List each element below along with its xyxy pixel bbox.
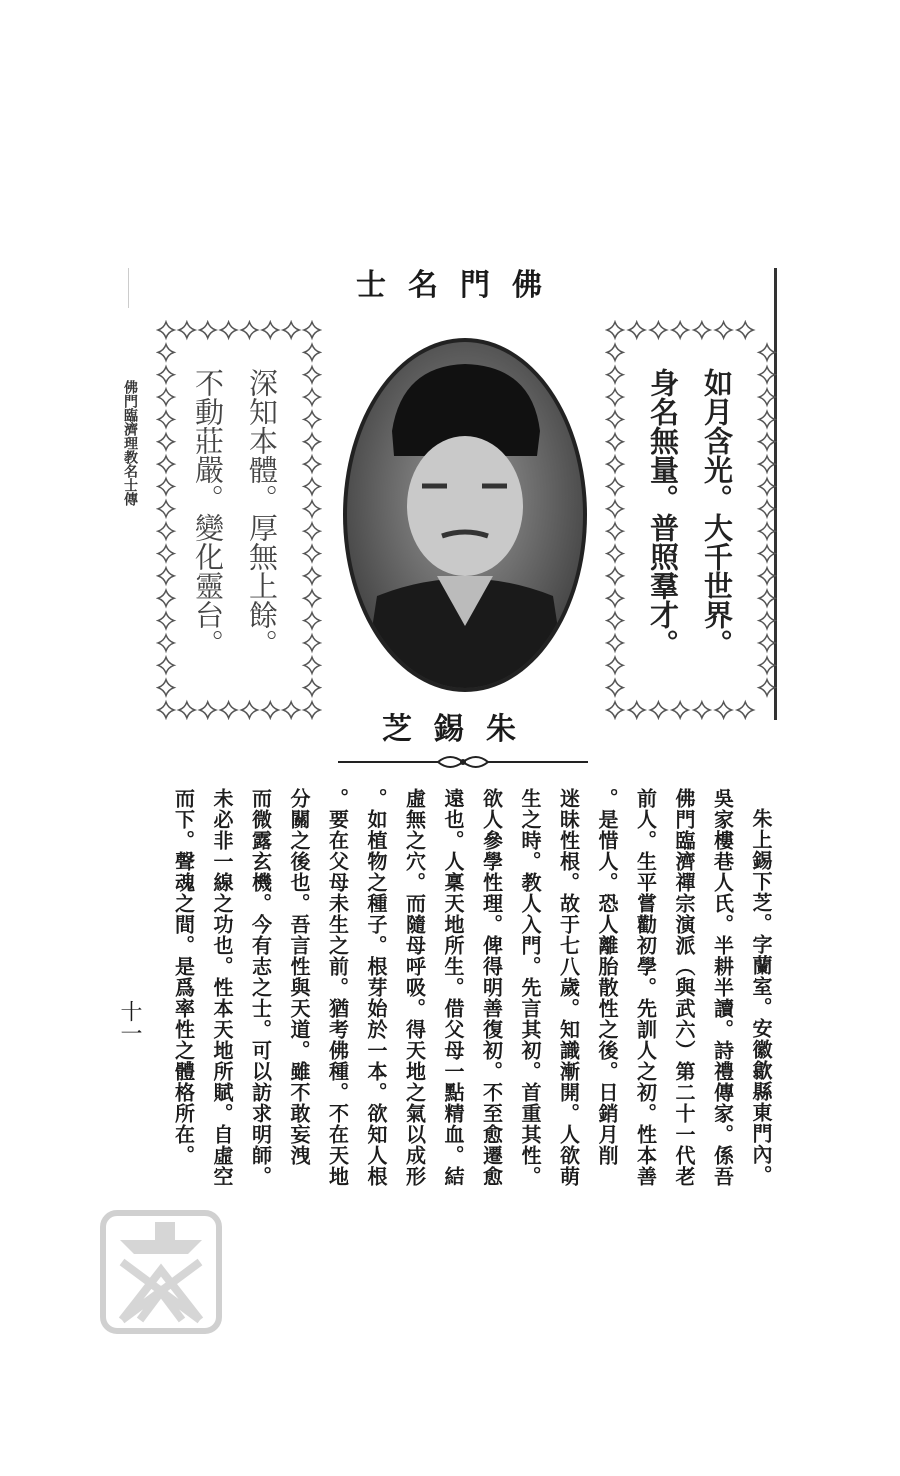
cross-ornament-icon <box>158 434 174 450</box>
cross-ornament-icon <box>694 322 710 338</box>
cross-ornament-icon <box>304 367 320 383</box>
cross-ornament-icon <box>158 322 174 338</box>
cross-ornament-icon <box>716 702 732 718</box>
cross-ornament-icon <box>241 702 257 718</box>
cross-ornament-icon <box>179 322 195 338</box>
cross-ornament-icon <box>158 389 174 405</box>
cross-ornament-icon <box>759 546 775 562</box>
cross-ornament-icon <box>304 680 320 696</box>
cross-ornament-icon <box>737 702 753 718</box>
cross-ornament-icon <box>607 702 623 718</box>
cross-ornament-icon <box>179 702 195 718</box>
cross-ornament-icon <box>607 590 623 606</box>
cross-ornament-icon <box>759 657 775 673</box>
text-column: 吳家樓巷人氏。半耕半讀。詩禮傳家。係吾 <box>710 788 735 1187</box>
cross-ornament-icon <box>607 657 623 673</box>
cross-ornament-icon <box>304 434 320 450</box>
cross-ornament-icon <box>158 546 174 562</box>
cross-ornament-icon <box>737 322 753 338</box>
poem-line: 不動莊嚴。變化靈台。 <box>191 368 225 658</box>
cross-ornament-icon <box>200 702 216 718</box>
cross-ornament-icon <box>650 322 666 338</box>
cross-ornament-icon <box>158 590 174 606</box>
cross-border-ornament <box>605 320 777 720</box>
cross-ornament-icon <box>304 590 320 606</box>
cross-ornament-icon <box>158 657 174 673</box>
cross-ornament-icon <box>607 411 623 427</box>
cross-ornament-icon <box>158 635 174 651</box>
cross-ornament-icon <box>759 478 775 494</box>
cross-ornament-icon <box>304 322 320 338</box>
text-column: 虛無之穴。而隨母呼吸。得天地之氣以成形 <box>402 788 427 1187</box>
page-heading: 佛門名士 <box>356 268 564 303</box>
cross-ornament-icon <box>158 478 174 494</box>
text-column: 前人。生平嘗勸初學。先訓人之初。性本善 <box>633 788 658 1187</box>
cross-ornament-icon <box>158 613 174 629</box>
cross-ornament-icon <box>607 322 623 338</box>
cross-ornament-icon <box>607 367 623 383</box>
text-column: 遠也。人稟天地所生。借父母一點精血。結 <box>441 788 465 1187</box>
biography-body <box>160 788 780 1208</box>
text-column: 。如植物之種子。根芽始於一本。欲知人根 <box>364 788 388 1187</box>
cross-ornament-icon <box>241 322 257 338</box>
cross-ornament-icon <box>607 456 623 472</box>
cross-ornament-icon <box>607 434 623 450</box>
cross-ornament-icon <box>759 411 775 427</box>
cross-ornament-icon <box>158 367 174 383</box>
divider-ornament <box>338 752 588 772</box>
poem-line: 如月含光。大千世界。 <box>700 368 734 658</box>
cross-ornament-icon <box>304 657 320 673</box>
text-column: 而下。聲魂之間。是爲率性之體格所在。 <box>171 788 196 1166</box>
text-column: 分關之後也。吾言性與天道。雖不敢妄洩 <box>287 788 311 1166</box>
cross-ornament-icon <box>283 322 299 338</box>
cross-ornament-icon <box>304 411 320 427</box>
cross-ornament-icon <box>759 613 775 629</box>
text-column: 未必非一線之功也。性本天地所賦。自虛空 <box>210 788 234 1187</box>
cross-ornament-icon <box>607 523 623 539</box>
cross-ornament-icon <box>607 546 623 562</box>
cross-ornament-icon <box>304 456 320 472</box>
cross-ornament-icon <box>304 702 320 718</box>
cross-ornament-icon <box>262 702 278 718</box>
cross-ornament-icon <box>262 322 278 338</box>
cross-ornament-icon <box>304 523 320 539</box>
cross-ornament-icon <box>607 635 623 651</box>
cross-ornament-icon <box>759 523 775 539</box>
poem-box-right <box>605 320 777 720</box>
cross-ornament-icon <box>607 568 623 584</box>
text-column: 朱上錫下芝。字蘭室。安徽歙縣東門內。 <box>749 808 773 1186</box>
cross-ornament-icon <box>304 344 320 360</box>
text-column: 生之時。教人入門。先言其初。首重其性。 <box>518 788 542 1187</box>
cross-ornament-icon <box>607 344 623 360</box>
cross-ornament-icon <box>759 635 775 651</box>
cross-ornament-icon <box>158 411 174 427</box>
poem-line: 身名無量。普照羣才。 <box>646 368 680 658</box>
cross-ornament-icon <box>759 501 775 517</box>
cross-ornament-icon <box>759 456 775 472</box>
cross-ornament-icon <box>650 702 666 718</box>
cross-ornament-icon <box>607 501 623 517</box>
cross-ornament-icon <box>158 344 174 360</box>
text-column: 而微露玄機。今有志之士。可以訪求明師。 <box>248 788 273 1187</box>
cross-border-ornament <box>156 320 322 720</box>
cross-ornament-icon <box>629 322 645 338</box>
cross-ornament-icon <box>304 635 320 651</box>
cross-ornament-icon <box>759 568 775 584</box>
cross-ornament-icon <box>672 702 688 718</box>
cross-ornament-icon <box>158 568 174 584</box>
cross-ornament-icon <box>759 590 775 606</box>
cross-ornament-icon <box>221 322 237 338</box>
cross-ornament-icon <box>629 702 645 718</box>
cross-ornament-icon <box>607 389 623 405</box>
cross-ornament-icon <box>158 680 174 696</box>
text-column: 。是惜人。恐人離胎散性之後。日銷月削 <box>595 788 619 1166</box>
cross-ornament-icon <box>221 702 237 718</box>
cross-ornament-icon <box>158 523 174 539</box>
cross-ornament-icon <box>759 680 775 696</box>
cross-ornament-icon <box>283 702 299 718</box>
margin-book-title: 佛門臨濟理教名士傳 <box>122 380 138 506</box>
library-logo-watermark <box>100 1210 222 1334</box>
text-column: 欲人參學性理。俾得明善復初。不至愈遷愈 <box>479 788 504 1187</box>
text-column: 迷昧性根。故于七八歲。知識漸開。人欲萌 <box>556 788 581 1187</box>
cross-ornament-icon <box>759 367 775 383</box>
cross-ornament-icon <box>607 478 623 494</box>
cross-ornament-icon <box>607 613 623 629</box>
cross-ornament-icon <box>304 478 320 494</box>
cross-ornament-icon <box>716 322 732 338</box>
vertical-rule-faint <box>128 268 129 308</box>
cross-ornament-icon <box>304 613 320 629</box>
poem-line: 深知本體。厚無上餘。 <box>245 368 279 658</box>
portrait-photo <box>342 336 588 694</box>
cross-ornament-icon <box>759 434 775 450</box>
cross-ornament-icon <box>304 568 320 584</box>
cross-ornament-icon <box>304 546 320 562</box>
portrait-caption: 朱錫芝 <box>382 712 538 747</box>
text-column: 。要在父母未生之前。猶考佛種。不在天地 <box>325 788 350 1187</box>
text-column: 佛門臨濟禪宗演派（與武六）第二十一代老 <box>672 788 696 1187</box>
cross-ornament-icon <box>158 702 174 718</box>
poem-box-left <box>156 320 322 720</box>
cross-ornament-icon <box>759 389 775 405</box>
cross-ornament-icon <box>607 680 623 696</box>
cross-ornament-icon <box>158 501 174 517</box>
cross-ornament-icon <box>304 389 320 405</box>
page-number: 十一 <box>117 1000 142 1044</box>
cross-ornament-icon <box>672 322 688 338</box>
cross-ornament-icon <box>158 456 174 472</box>
cross-ornament-icon <box>200 322 216 338</box>
cross-ornament-icon <box>759 344 775 360</box>
cross-ornament-icon <box>694 702 710 718</box>
cross-ornament-icon <box>304 501 320 517</box>
